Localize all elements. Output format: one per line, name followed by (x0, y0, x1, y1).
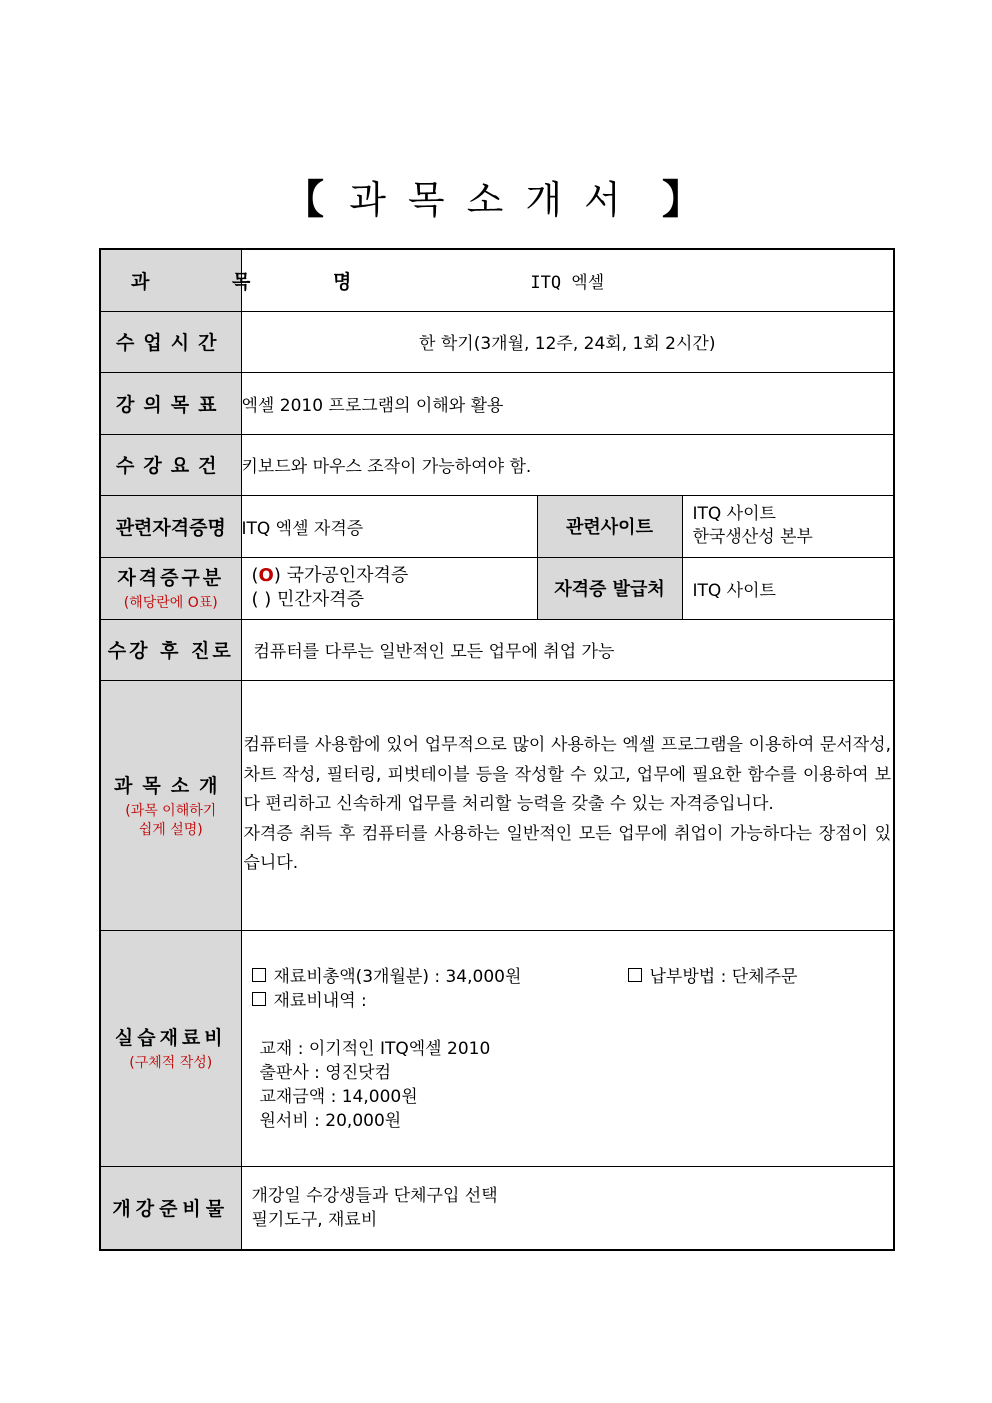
value-cert-issuer: ITQ 사이트 (682, 557, 894, 619)
label-intro-note-1: (과목 이해하기 (125, 802, 217, 819)
value-preparation (241, 1166, 894, 1250)
label-intro: 과목소개 (과목 이해하기 쉽게 설명) (100, 680, 241, 930)
value-materials-fee (241, 930, 894, 1166)
row-materials-fee (100, 930, 894, 1166)
value-career: 컴퓨터를 다루는 일반적인 모든 업무에 취업 가능 (241, 619, 894, 680)
related-site-line-1: ITQ 사이트 (692, 504, 776, 524)
label-class-time: 수업시간 (100, 311, 241, 372)
cert-option-private: ( ) 민간자격증 (251, 589, 364, 610)
label-related-site: 관련사이트 (537, 495, 682, 557)
label-materials-fee-note: (구체적 작성) (129, 1055, 213, 1071)
fee-application: 원서비 : 20,000원 (259, 1110, 402, 1131)
row-intro (100, 680, 894, 930)
row-subject-name (100, 249, 894, 311)
page-title (0, 168, 992, 225)
label-cert-type-note: (해당란에 O표) (123, 595, 218, 611)
label-preparation: 개강준비물 (100, 1166, 241, 1250)
fee-breakdown-line (252, 989, 894, 1013)
title-text: 과목소개서 (349, 178, 643, 222)
value-cert-type (241, 557, 537, 619)
label-cert-issuer: 자격증 발급처 (537, 557, 682, 619)
row-preparation (100, 1166, 894, 1250)
label-related-cert: 관련자격증명 (100, 495, 241, 557)
checkbox-icon (252, 968, 266, 982)
value-subject-name: ITQ 엑셀 (241, 249, 894, 311)
value-related-site (682, 495, 894, 557)
label-intro-note-2: 쉽게 설명) (138, 821, 203, 838)
value-lecture-goal: 엑셀 2010 프로그램의 이해와 활용 (241, 372, 894, 434)
row-lecture-goal (100, 372, 894, 434)
value-requirements: 키보드와 마우스 조작이 가능하여야 함. (241, 434, 894, 495)
label-cert-type: 자격증구분 (해당란에 O표) (100, 557, 241, 619)
title-close-bracket: 】 (662, 177, 708, 223)
row-requirements (100, 434, 894, 495)
cert-option-national: (O) 국가공인자격증 (251, 565, 409, 586)
row-career (100, 619, 894, 680)
row-cert-type (100, 557, 894, 619)
intro-paragraph-1: 컴퓨터를 사용함에 있어 업무적으로 많이 사용하는 엑셀 프로그램을 이용하여 문서작성, 차트 작성, 필터링, 피벗테이블 등을 작성할 수 있고, 업무에 필요한 함수를 이용하여 보다 편리하고 신속하게 업무를 처리할 능력을 갖출 수 있는 자격증입니다. (243, 735, 892, 815)
label-subject-name: 과 목 명 (100, 249, 241, 311)
intro-paragraph-2: 자격증 취득 후 컴퓨터를 사용하는 일반적인 모든 업무에 취업이 가능하다는 장점이 있습니다. (243, 823, 892, 874)
fee-textbook-price: 교재금액 : 14,000원 (259, 1086, 418, 1107)
label-materials-fee: 실습재료비 (구체적 작성) (100, 930, 241, 1166)
checkbox-icon (252, 992, 266, 1006)
title-open-bracket: 【 (283, 177, 330, 223)
fee-summary-line (252, 965, 894, 989)
row-class-time (100, 311, 894, 372)
label-requirements: 수강요건 (100, 434, 241, 495)
fee-breakdown: 재료비내역 : (273, 990, 367, 1011)
row-related-cert (100, 495, 894, 557)
fee-publisher: 출판사 : 영진닷컴 (259, 1062, 391, 1083)
value-intro (241, 680, 894, 930)
label-lecture-goal: 강의목표 (100, 372, 241, 434)
checkbox-icon (628, 968, 642, 982)
label-career: 수강 후 진로 (100, 619, 241, 680)
selected-mark: O (258, 565, 274, 586)
fee-total: 재료비총액(3개월분) : 34,000원 (273, 966, 522, 987)
fee-payment-method: 납부방법 : 단체주문 (649, 966, 798, 987)
preparation-line-1: 개강일 수강생들과 단체구입 선택 (251, 1185, 498, 1206)
fee-textbook: 교재 : 이기적인 ITQ엑셀 2010 (259, 1038, 491, 1059)
value-related-cert: ITQ 엑셀 자격증 (241, 495, 537, 557)
related-site-line-2: 한국생산성 본부 (692, 527, 813, 547)
course-intro-table (99, 248, 895, 1251)
preparation-line-2: 필기도구, 재료비 (251, 1209, 378, 1230)
value-class-time: 한 학기(3개월, 12주, 24회, 1회 2시간) (241, 311, 894, 372)
fee-details (252, 1037, 894, 1133)
